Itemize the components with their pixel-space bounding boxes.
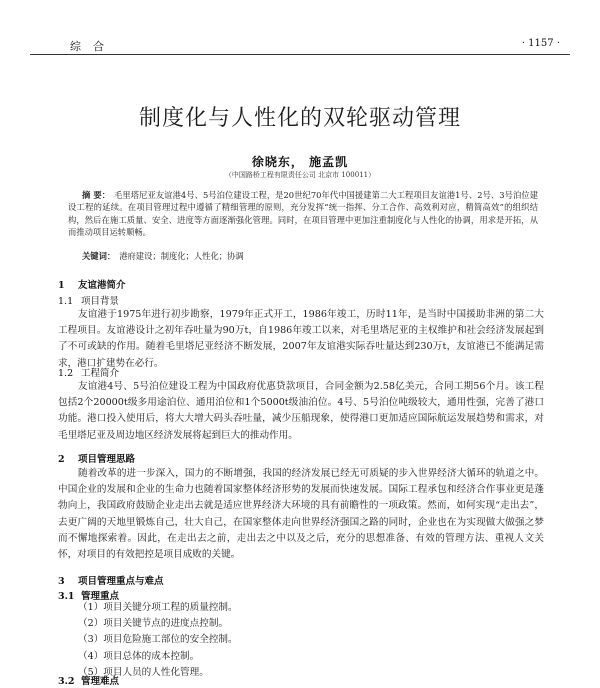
list-item: （1）项目关键分项工程的质量控制。 bbox=[78, 602, 238, 613]
subsection-heading-1-1 bbox=[58, 293, 119, 307]
abstract-text: 毛里塔尼亚友谊港4号、5号泊位建设工程，是20世纪70年代中国援建第二大工程项目友谊港1号、2号、3号泊位建设工程的延续。在项目管理过程中遵循了精细管理的原则，充分发挥“统一指挥、分工合作、高效利对应，精简高效”的组织结构，然后在施工质量、安全、进度等方面逐渐强化管理。同时，在项目管理中更加注重制度化与人性化的协调，用求是开拓，从而推动项目运转顺畅。 bbox=[68, 190, 538, 237]
section-number: 3.1 bbox=[58, 591, 75, 602]
paper-authors: 徐晓东， 施孟凯 bbox=[251, 155, 349, 169]
paragraph-project-intro: 友谊港4号、5号泊位建设工程为中国政府优惠贷款项目，合同金额为2.58亿美元，合同工期56个月。该工程包括2个20000t级多用途泊位、通用泊位和1个5000t级油泊位。4号、5号泊位吨级较大，通用性强，完善了港口功能。港口投入使用后，将大大增大码头吞吐量，减少压船现象，使得港口更加适应国际航运发展趋势和需求，对毛里塔尼亚及周边地区经济发展将起到巨大的推动作用。 bbox=[58, 381, 544, 441]
section-heading-2 bbox=[58, 451, 135, 465]
header-rule bbox=[30, 54, 570, 55]
section-number: 2 bbox=[58, 454, 65, 465]
key-points-list bbox=[78, 600, 238, 681]
paper-title: 制度化与人性化的双轮驱动管理 bbox=[138, 106, 461, 131]
keywords bbox=[82, 250, 542, 262]
list-item: （2）项目关键节点的进度点控制。 bbox=[78, 618, 229, 630]
subsection-heading-1-2 bbox=[58, 365, 119, 379]
list-item: （4）项目总体的成本控制。 bbox=[78, 650, 200, 662]
section-number: 1.2 bbox=[58, 368, 74, 379]
section-number: 3.2 bbox=[58, 676, 75, 687]
section-title: 工程简介 bbox=[81, 368, 120, 379]
section-number: 1.1 bbox=[58, 296, 74, 307]
section-title: 项目管理重点与难点 bbox=[78, 576, 164, 587]
section-number: 3 bbox=[58, 576, 65, 587]
keywords-label: 关键词： bbox=[82, 251, 116, 261]
section-title: 项目管理思路 bbox=[78, 454, 136, 465]
list-item: （5）项目人员的人性化管理。 bbox=[78, 666, 209, 678]
subsection-heading-3-2 bbox=[58, 673, 119, 687]
section-title: 管理重点 bbox=[81, 591, 120, 602]
keywords-text: 港府建设；制度化；人性化；协调 bbox=[119, 251, 244, 261]
section-title: 友谊港简介 bbox=[78, 280, 126, 291]
section-heading-1 bbox=[58, 277, 126, 291]
header-section: 综合 bbox=[70, 40, 116, 53]
paragraph-project-background: 友谊港于1975年进行初步勘察，1979年正式开工，1986年竣工，历时11年，是当时中国援助非洲的第二大工程项目。友谊港设计之初年吞吐量为90万t，自1986年竣工以来，对毛里塔尼亚的主权维护和社会经济发展起到了不可或缺的作用。随着毛里塔尼亚经济不断发展，2007年友谊港实际吞吐量达到230万t，友谊港已不能满足需求，港口扩建势在必行。 bbox=[58, 309, 544, 369]
header-page-number: · 1157 · bbox=[521, 38, 560, 49]
abstract-label: 摘 要： bbox=[82, 190, 111, 200]
abstract bbox=[68, 189, 538, 238]
section-title: 管理难点 bbox=[81, 676, 120, 687]
page-header bbox=[30, 0, 570, 55]
section-heading-3 bbox=[58, 573, 164, 587]
section-title: 项目背景 bbox=[81, 296, 120, 307]
list-item: （3）项目危险施工部位的安全控制。 bbox=[78, 634, 238, 646]
paragraph-management-approach: 随着改革的进一步深入，国力的不断增强，我国的经济发展已经无可质疑的步入世界经济大循环的轨道之中。中国企业的发展和企业的生命力也随着国家整体经济形势的发展而快速发展。国际工程承包和经济合作事业更是蓬勃向上，我国政府鼓励企业走出去就是适应世界经济大环境的具有前瞻性的一项政策。然而，如何实现“走出去”，去更广阔的天地里锻炼自己，壮大自己，在国家整体走向世界经济强国之路的同时，企业也在为实现做大做强之梦而不懈地探索着。因此，在走出去之前，走出去之中以及之后，充分的思想准备、有效的管理方法、重视人文关怀，对项目的有效把控是项目成败的关键。 bbox=[58, 468, 544, 561]
section-number: 1 bbox=[58, 280, 65, 291]
author-affiliation: （中国路桥工程有限责任公司 北京市 100011） bbox=[224, 171, 376, 179]
